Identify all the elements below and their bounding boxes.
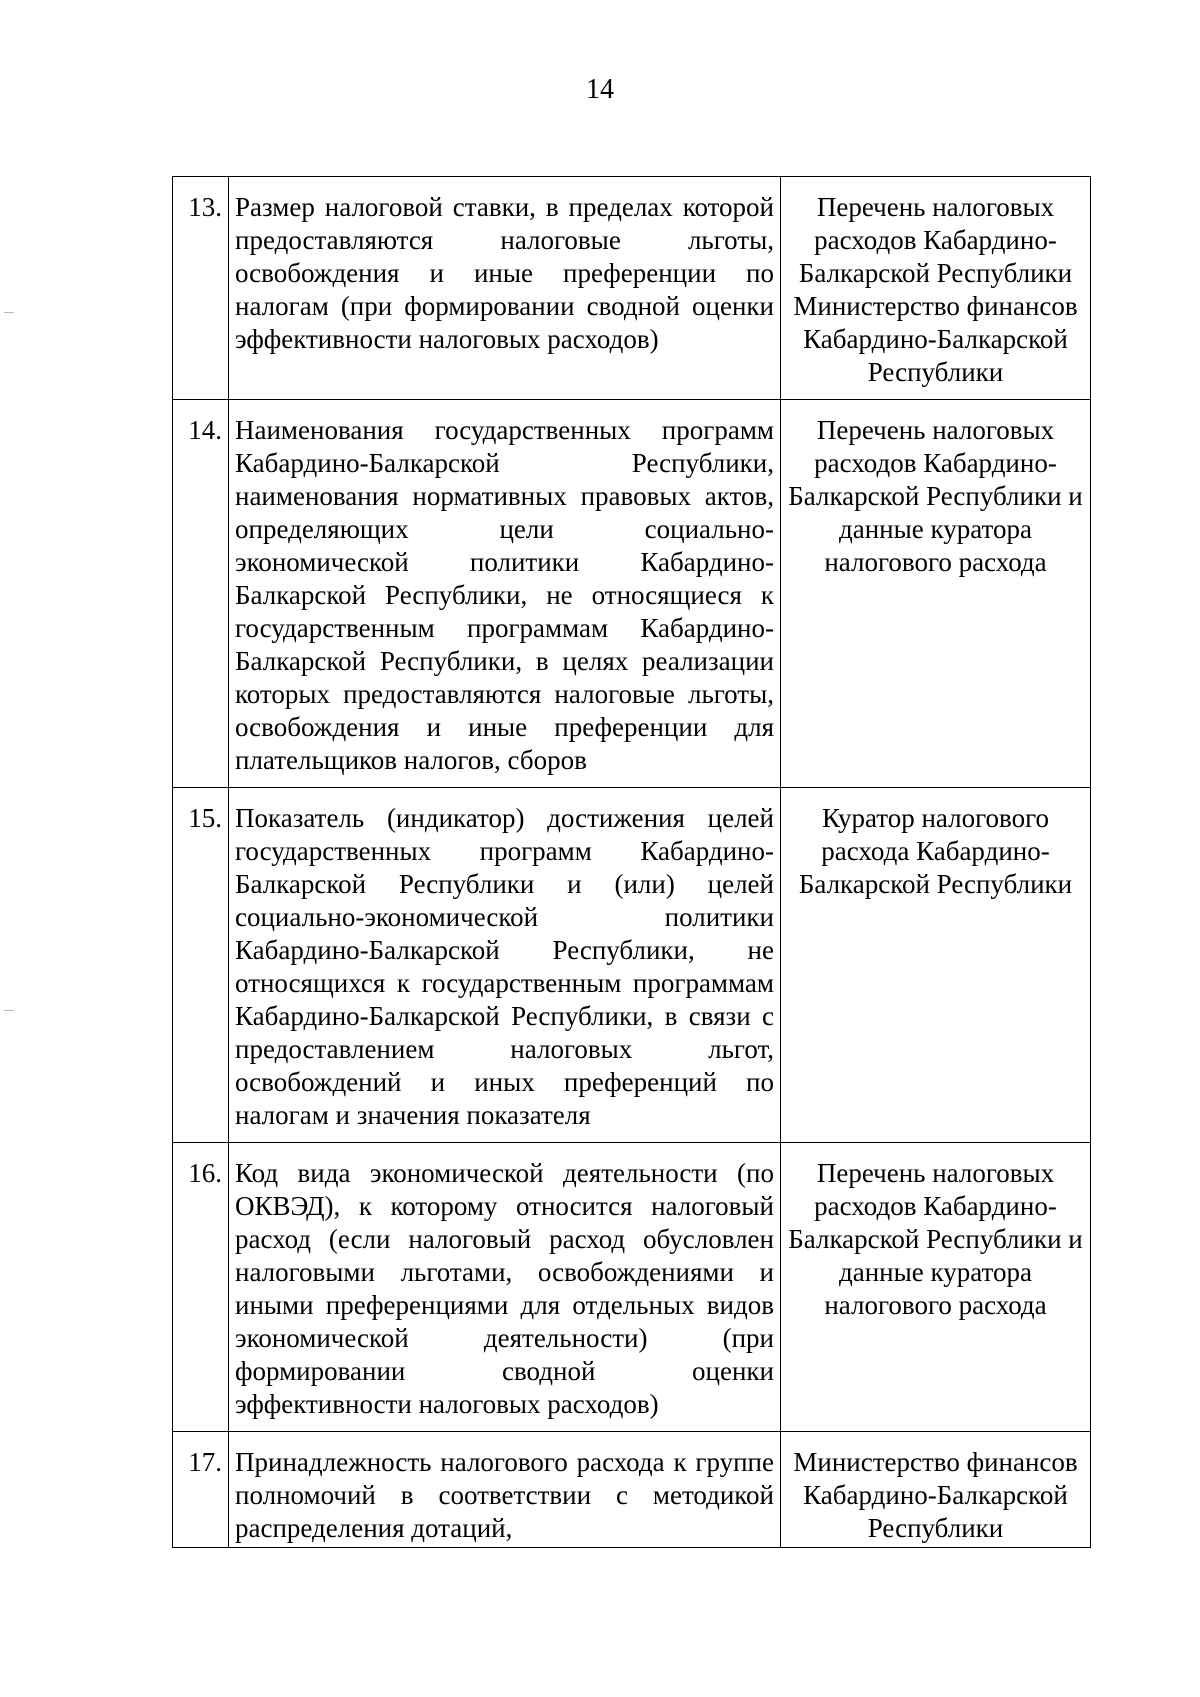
table-row xyxy=(173,788,1091,1143)
scan-margin-mark xyxy=(4,1010,14,1011)
row-number: 17. xyxy=(173,1432,229,1548)
row-source: Перечень налоговых расходов Кабардино-Балкарской Республики Министерство финансов Кабардино-Балкарской Республики xyxy=(781,177,1091,400)
row-number: 16. xyxy=(173,1143,229,1432)
row-description: Принадлежность налогового расхода к группе полномочий в соответствии с методикой распределения дотаций, xyxy=(229,1432,781,1548)
page-number: 14 xyxy=(586,74,614,105)
row-description: Наименования государственных программ Кабардино-Балкарской Республики, наименования нормативных правовых актов, определяющих цели социально-экономической политики Кабардино-Балкарской Республики, не относящиеся к государственным программам Кабардино-Балкарской Республики, в целях реализации которых предоставляются налоговые льготы, освобождения и иные преференции для плательщиков налогов, сборов xyxy=(229,400,781,788)
row-source: Перечень налоговых расходов Кабардино-Балкарской Республики и данные куратора налогового расхода xyxy=(781,400,1091,788)
table-row xyxy=(173,1432,1091,1548)
row-number: 13. xyxy=(173,177,229,400)
row-number: 14. xyxy=(173,400,229,788)
row-description: Код вида экономической деятельности (по ОКВЭД), к которому относится налоговый расход (если налоговый расход обусловлен налоговыми льготами, освобождениями и иными преференциями для отдельных видов экономической деятельности) (при формировании сводной оценки эффективности налоговых расходов) xyxy=(229,1143,781,1432)
row-description: Показатель (индикатор) достижения целей государственных программ Кабардино-Балкарской Республики и (или) целей социально-экономической политики Кабардино-Балкарской Республики, не относящихся к государственным программам Кабардино-Балкарской Республики, в связи с предоставлением налоговых льгот, освобождений и иных преференций по налогам и значения показателя xyxy=(229,788,781,1143)
scan-margin-mark xyxy=(4,312,14,313)
row-number: 15. xyxy=(173,788,229,1143)
table-row xyxy=(173,1143,1091,1432)
row-source: Перечень налоговых расходов Кабардино-Балкарской Республики и данные куратора налогового расхода xyxy=(781,1143,1091,1432)
table-row xyxy=(173,177,1091,400)
table-row xyxy=(173,400,1091,788)
row-source: Куратор налогового расхода Кабардино-Балкарской Республики xyxy=(781,788,1091,1143)
row-description: Размер налоговой ставки, в пределах которой предоставляются налоговые льготы, освобождения и иные преференции по налогам (при формировании сводной оценки эффективности налоговых расходов) xyxy=(229,177,781,400)
row-source: Министерство финансов Кабардино-Балкарской Республики xyxy=(781,1432,1091,1548)
requirements-table xyxy=(172,176,1091,1548)
